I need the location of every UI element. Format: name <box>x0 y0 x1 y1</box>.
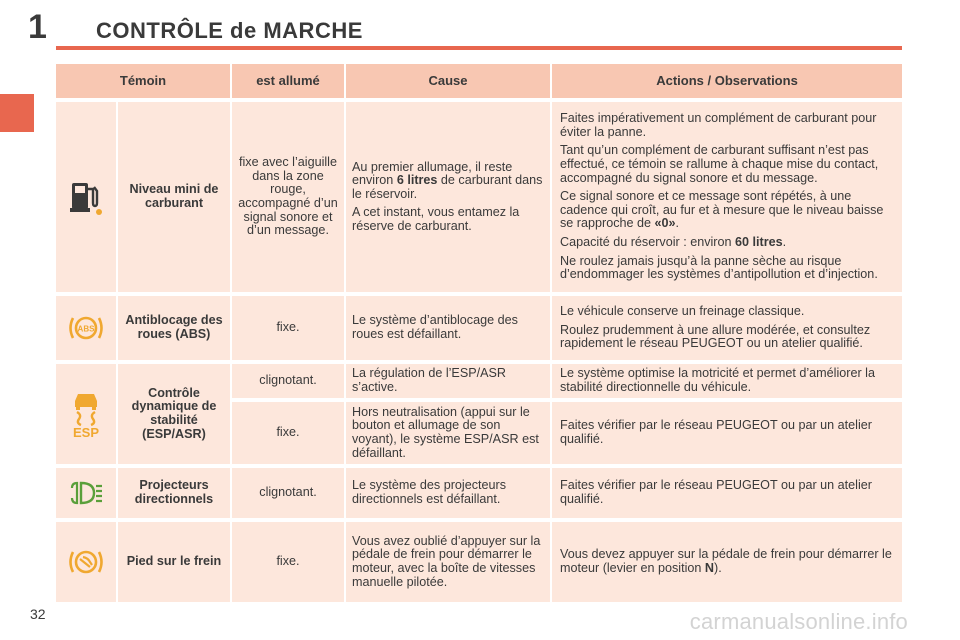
esp-action-fixed: Faites vérifier par le réseau PEUGEOT ou par un atelier qualifié. <box>552 402 902 464</box>
abs-icon-cell <box>56 296 116 360</box>
esp-cause-fixed: Hors neutralisation (appui sur le bouton et allumage de son voyant), le système ESP/ASR est défaillant. <box>346 402 550 464</box>
esp-state-fixed: fixe. <box>232 402 344 464</box>
brake-action-position: N <box>704 561 715 575</box>
fuel-name: Niveau mini de carburant <box>118 102 230 292</box>
abs-cause: Le système d’antiblocage des roues est défaillant. <box>346 296 550 360</box>
fuel-action-4-end: . <box>782 234 787 249</box>
table-header-row <box>56 64 902 98</box>
esp-icon-cell <box>56 364 116 464</box>
brake-action-end: ). <box>714 561 722 575</box>
esp-name: Contrôle dynamique de stabilité (ESP/ASR) <box>118 364 230 464</box>
header-allume: est allumé <box>232 64 344 98</box>
brake-state: fixe. <box>232 522 344 602</box>
fuel-state: fixe avec l’aiguille dans la zone rouge, accompagné d’un signal sonore et d’un message. <box>232 102 344 292</box>
esp-icon-text: ESP <box>72 425 100 438</box>
headlamp-name: Projecteurs directionnels <box>118 468 230 518</box>
headlamp-state: clignotant. <box>232 468 344 518</box>
headlamp-icon-cell <box>56 468 116 518</box>
fuel-action-5: Ne roulez jamais jusqu’à la panne sèche au risque d’endommager les systèmes d’antipollution et d’injection. <box>560 253 878 282</box>
chapter-number: 1 <box>28 8 47 46</box>
esp-states <box>232 364 902 464</box>
fuel-action-3-end: . <box>675 216 680 231</box>
fuel-cause-reserve: A cet instant, vous entamez la réserve de carburant. <box>352 205 520 233</box>
esp-subrow-blinking <box>232 364 902 398</box>
watermark: carmanualsonline.info <box>689 609 908 634</box>
header-temoin: Témoin <box>56 64 230 98</box>
fuel-actions <box>552 102 902 292</box>
brake-name: Pied sur le frein <box>118 522 230 602</box>
table-row-abs <box>56 296 902 360</box>
fuel-pump-icon <box>68 177 104 217</box>
header-cause: Cause <box>346 64 550 98</box>
abs-state: fixe. <box>232 296 344 360</box>
title-rule <box>56 46 902 50</box>
brake-actions <box>552 522 902 602</box>
brake-cause: Vous avez oublié d’appuyer sur la pédale de frein pour démarrer le moteur, avec la boîte de vitesses manuelle pilotée. <box>346 522 550 602</box>
esp-skid-icon <box>66 390 106 438</box>
abs-action-1: Le véhicule conserve un freinage classique. <box>560 304 805 319</box>
esp-state-blinking: clignotant. <box>232 364 344 398</box>
chapter-side-tab <box>0 94 34 132</box>
fuel-cause-litres: 6 litres <box>396 173 438 188</box>
esp-cause-blinking: La régulation de l’ESP/ASR s’active. <box>346 364 550 398</box>
header-actions: Actions / Observations <box>552 64 902 98</box>
fuel-cause-text: Au premier allumage, il reste environ <box>352 159 513 188</box>
abs-name: Antiblocage des roues (ABS) <box>118 296 230 360</box>
abs-actions <box>552 296 902 360</box>
brake-action-text: Vous devez appuyer sur la pédale de frein pour démarrer le moteur (levier en position <box>560 547 892 575</box>
fuel-cause <box>346 102 550 292</box>
abs-action-2: Roulez prudemment à une allure modérée, et consultez rapidement le réseau PEUGEOT ou un atelier qualifié. <box>560 322 871 351</box>
abs-icon-text: ABS <box>77 324 95 334</box>
esp-action-blinking: Le système optimise la motricité et permet d’améliorer la stabilité directionnelle du véhicule. <box>552 364 902 398</box>
fuel-icon-cell <box>56 102 116 292</box>
table-row-esp <box>56 364 902 464</box>
esp-subrow-fixed <box>232 402 902 464</box>
headlamp-actions: Faites vérifier par le réseau PEUGEOT ou par un atelier qualifié. <box>552 468 902 518</box>
fuel-cause-text-end: de carburant dans le réservoir. <box>352 173 543 201</box>
foot-on-brake-icon <box>66 547 106 577</box>
fuel-action-3-zero: «0» <box>654 216 676 231</box>
fuel-action-2: Tant qu’un complément de carburant suffisant n’est pas effectué, ce témoin se rallume à chaque mise du contact, accompagné du signal sonore et du message. <box>560 143 879 185</box>
fuel-action-3: Ce signal sonore et ce message sont répétés, à une cadence qui croît, au fur et à mesure que le niveau baisse se rapproche de <box>560 189 884 231</box>
fuel-action-4-litres: 60 litres <box>735 234 783 249</box>
fuel-action-4: Capacité du réservoir : environ <box>560 234 735 249</box>
warning-lights-table <box>56 64 902 602</box>
page-number: 32 <box>30 606 46 622</box>
headlamp-cause: Le système des projecteurs directionnels est défaillant. <box>346 468 550 518</box>
abs-icon <box>66 313 106 343</box>
table-row-fuel <box>56 102 902 292</box>
directional-headlamp-icon <box>68 480 104 506</box>
table-row-brake <box>56 522 902 602</box>
page-title: CONTRÔLE de MARCHE <box>96 18 363 43</box>
table-row-headlamp <box>56 468 902 518</box>
fuel-action-1: Faites impérativement un complément de carburant pour éviter la panne. <box>560 111 877 139</box>
brake-icon-cell <box>56 522 116 602</box>
